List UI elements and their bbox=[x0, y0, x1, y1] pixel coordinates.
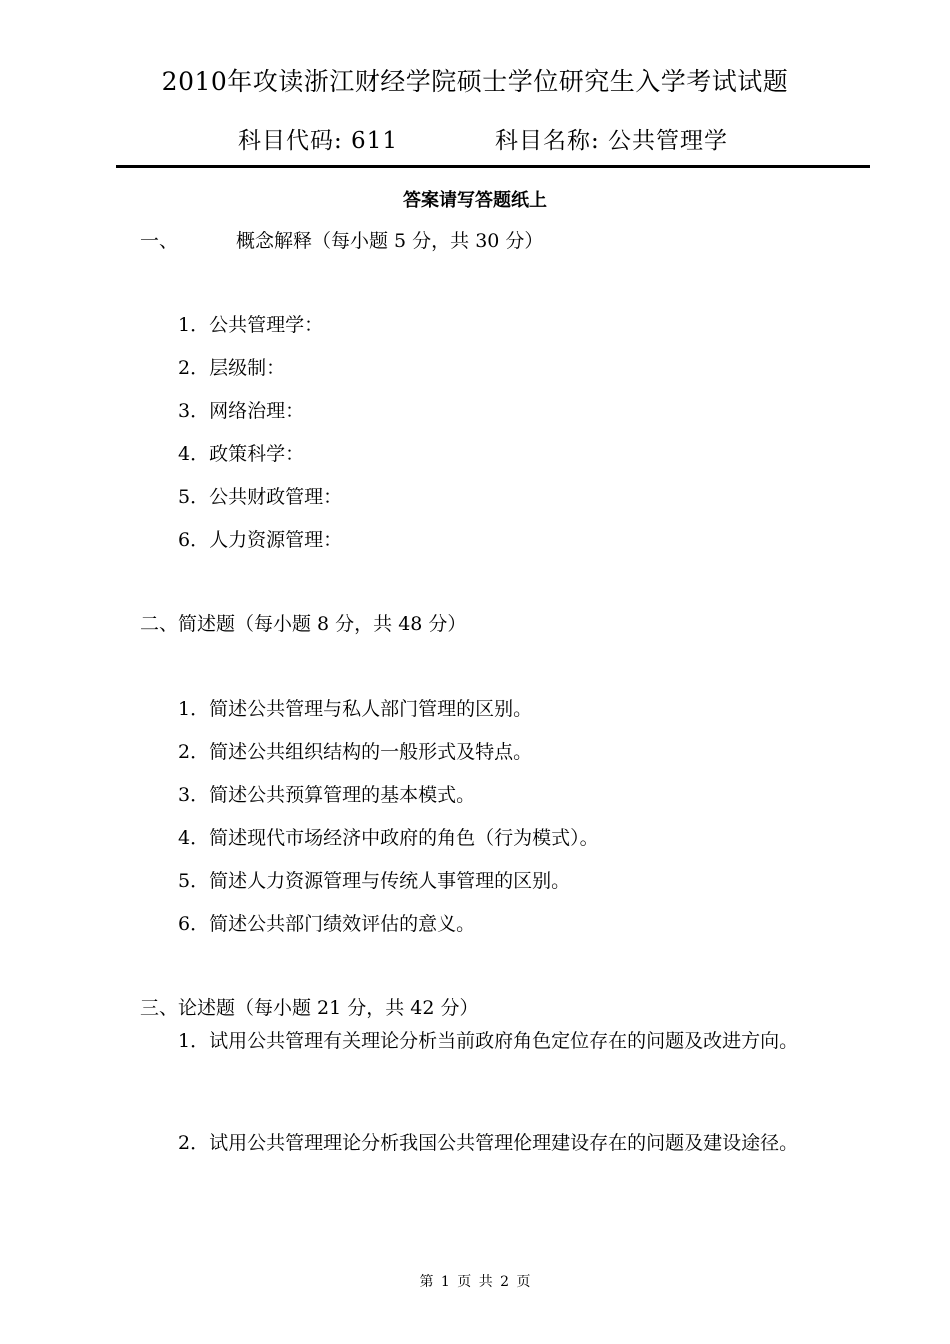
exam-title: 2010年攻读浙江财经学院硕士学位研究生入学考试试题 bbox=[161, 67, 789, 96]
section2-item: 6．简述公共部门绩效评估的意义。 bbox=[178, 913, 476, 935]
subject-code: 科目代码: 611 bbox=[238, 128, 398, 154]
section1-item: 2．层级制： bbox=[178, 357, 286, 379]
section1-title: 概念解释（每小题 5 分，共 30 分） bbox=[236, 230, 544, 252]
section2-item: 2．简述公共组织结构的一般形式及特点。 bbox=[178, 741, 533, 763]
section1-item: 6．人力资源管理： bbox=[178, 529, 343, 551]
section2-item: 5．简述人力资源管理与传统人事管理的区别。 bbox=[178, 870, 571, 892]
section3-item: 1．试用公共管理有关理论分析当前政府角色定位存在的问题及改进方向。 bbox=[178, 1030, 799, 1052]
section2-item: 1．简述公共管理与私人部门管理的区别。 bbox=[178, 698, 533, 720]
section1-item: 5．公共财政管理： bbox=[178, 486, 343, 508]
section1-number: 一、 bbox=[140, 230, 179, 252]
header-divider bbox=[116, 165, 870, 168]
subject-name: 科目名称: 公共管理学 bbox=[495, 128, 729, 154]
page-footer: 第 1 页 共 2 页 bbox=[419, 1274, 531, 1290]
section1-item: 1．公共管理学： bbox=[178, 314, 324, 336]
section2-item: 4．简述现代市场经济中政府的角色（行为模式）。 bbox=[178, 827, 599, 849]
section1-item: 3．网络治理： bbox=[178, 400, 305, 422]
section1-item: 4．政策科学： bbox=[178, 443, 305, 465]
section3-title: 三、论述题（每小题 21 分，共 42 分） bbox=[140, 997, 479, 1019]
section3-item: 2．试用公共管理理论分析我国公共管理伦理建设存在的问题及建设途径。 bbox=[178, 1132, 799, 1154]
section2-title: 二、简述题（每小题 8 分，共 48 分） bbox=[140, 613, 467, 635]
answer-notice: 答案请写答题纸上 bbox=[403, 190, 547, 211]
section2-item: 3．简述公共预算管理的基本模式。 bbox=[178, 784, 476, 806]
